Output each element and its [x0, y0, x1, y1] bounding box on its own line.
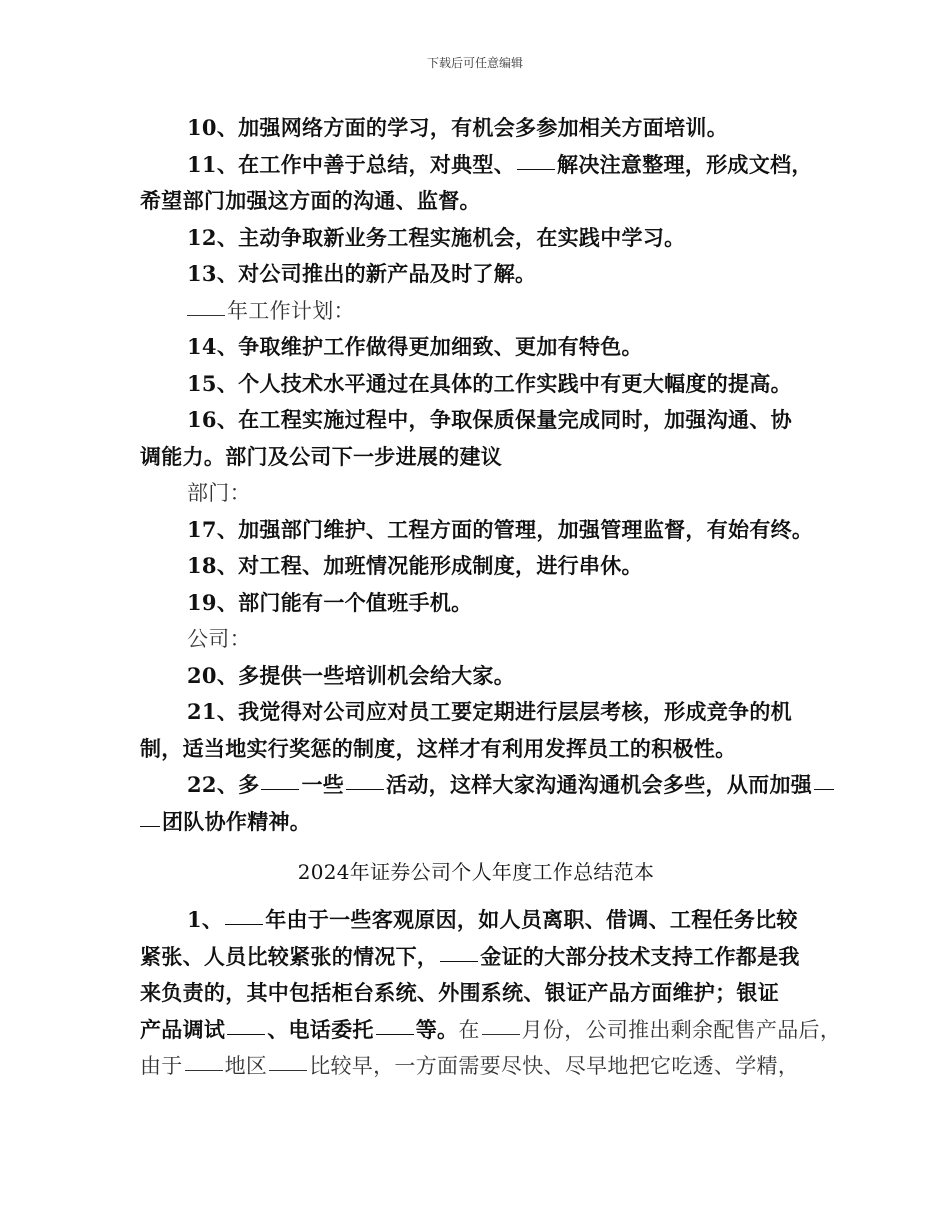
paragraph-13: 13、对公司推出的新产品及时了解。 — [187, 261, 537, 286]
paragraph-11-part-a: 11、在工作中善于总结，对典型、 — [187, 151, 516, 177]
section-1-part-b: 年由于一些客观原因，如人员离职、借调、工程任务比较 — [265, 907, 798, 932]
paragraph-22-part-d: 团队协作精神。 — [162, 808, 312, 834]
blank-line — [185, 1069, 223, 1071]
section-1-part-m: 比较早，一方面需要尽快、尽早地把它吃透、学精， — [309, 1054, 800, 1078]
section-1-part-i: 在 — [458, 1017, 480, 1042]
blank-line — [261, 788, 299, 790]
blank-line — [269, 1069, 307, 1071]
section-1-part-l: 地区 — [224, 1054, 268, 1078]
blank-line — [225, 923, 263, 925]
paragraph-21-continued: 制，适当地实行奖惩的制度，这样才有利用发挥员工的积极性。 — [140, 735, 737, 761]
blank-line — [187, 314, 225, 316]
paragraph-21: 21、我觉得对公司应对员工要定期进行层层考核，形成竞争的机 — [187, 699, 792, 724]
paragraph-20: 20、多提供一些培训机会给大家。 — [187, 662, 516, 688]
paragraph-19: 19、部门能有一个值班手机。 — [187, 589, 473, 615]
paragraph-10: 10、加强网络方面的学习，有机会多参加相关方面培训。 — [187, 115, 729, 140]
paragraph-22-continued — [140, 804, 812, 841]
paragraph-11 — [140, 147, 812, 184]
paragraph-17: 17、加强部门维护、工程方面的管理，加强管理监督，有始有终。 — [187, 516, 814, 542]
paragraph-16: 16、在工程实施过程中，争取保质保量完成同时，加强沟通、协 — [187, 407, 792, 432]
paragraph-16-continued: 调能力。部门及公司下一步进展的建议 — [140, 443, 503, 469]
section-1-part-f: 产品调试 — [140, 1016, 226, 1042]
blank-line — [346, 788, 384, 790]
section-1-part-c: 紧张、人员比较紧张的情况下， — [140, 943, 439, 969]
section-paragraph-1 — [140, 902, 812, 939]
section-1-part-d: 金证的大部分技术支持工作都是我 — [480, 943, 800, 969]
paragraph-14: 14、争取维护工作做得更加细致、更加有特色。 — [187, 334, 643, 359]
blank-line — [814, 788, 834, 790]
blank-line — [376, 1033, 414, 1035]
blank-line — [517, 168, 555, 170]
department-heading: 部门： — [187, 481, 251, 505]
paragraph-22-part-a: 22、多 — [187, 772, 260, 797]
blank-line — [482, 1033, 520, 1035]
paragraph-11-continued: 希望部门加强这方面的沟通、监督。 — [140, 188, 481, 213]
paragraph-15: 15、个人技术水平通过在具体的工作实践中有更大幅度的提高。 — [187, 370, 792, 396]
blank-line — [440, 960, 478, 962]
section-title: 2024年证券公司个人年度工作总结范本 — [297, 860, 655, 884]
work-plan-label: 年工作计划： — [227, 298, 355, 323]
paragraph-18: 18、对工程、加班情况能形成制度，进行串休。 — [187, 553, 643, 578]
work-plan-heading — [140, 293, 812, 330]
document-body — [140, 110, 842, 1085]
paragraph-12: 12、主动争取新业务工程实施机会，在实践中学习。 — [187, 224, 686, 250]
section-paragraph-1-line-4 — [140, 1012, 842, 1049]
section-1-part-a: 1、 — [187, 907, 224, 932]
page-header: 下载后可任意编辑 — [426, 56, 523, 70]
section-1-part-h: 等。 — [415, 1016, 459, 1042]
section-paragraph-1-line-2 — [140, 939, 812, 976]
section-1-part-k: 由于 — [140, 1054, 183, 1078]
paragraph-22-part-c: 活动，这样大家沟通沟通机会多些，从而加强 — [386, 772, 813, 797]
section-paragraph-1-line-5 — [140, 1048, 812, 1085]
section-1-part-j: 月份，公司推出剩余配售产品后， — [521, 1017, 842, 1042]
blank-line — [227, 1033, 265, 1035]
paragraph-22-part-b: 一些 — [301, 772, 345, 797]
section-paragraph-1-line-3: 来负责的，其中包括柜台系统、外围系统、银证产品方面维护；银证 — [140, 980, 779, 1005]
paragraph-11-part-b: 解决注意整理，形成文档， — [557, 151, 813, 177]
blank-line — [140, 825, 160, 827]
section-1-part-g: 、电话委托 — [267, 1016, 374, 1042]
paragraph-22 — [140, 767, 812, 804]
company-heading: 公司： — [187, 627, 251, 651]
